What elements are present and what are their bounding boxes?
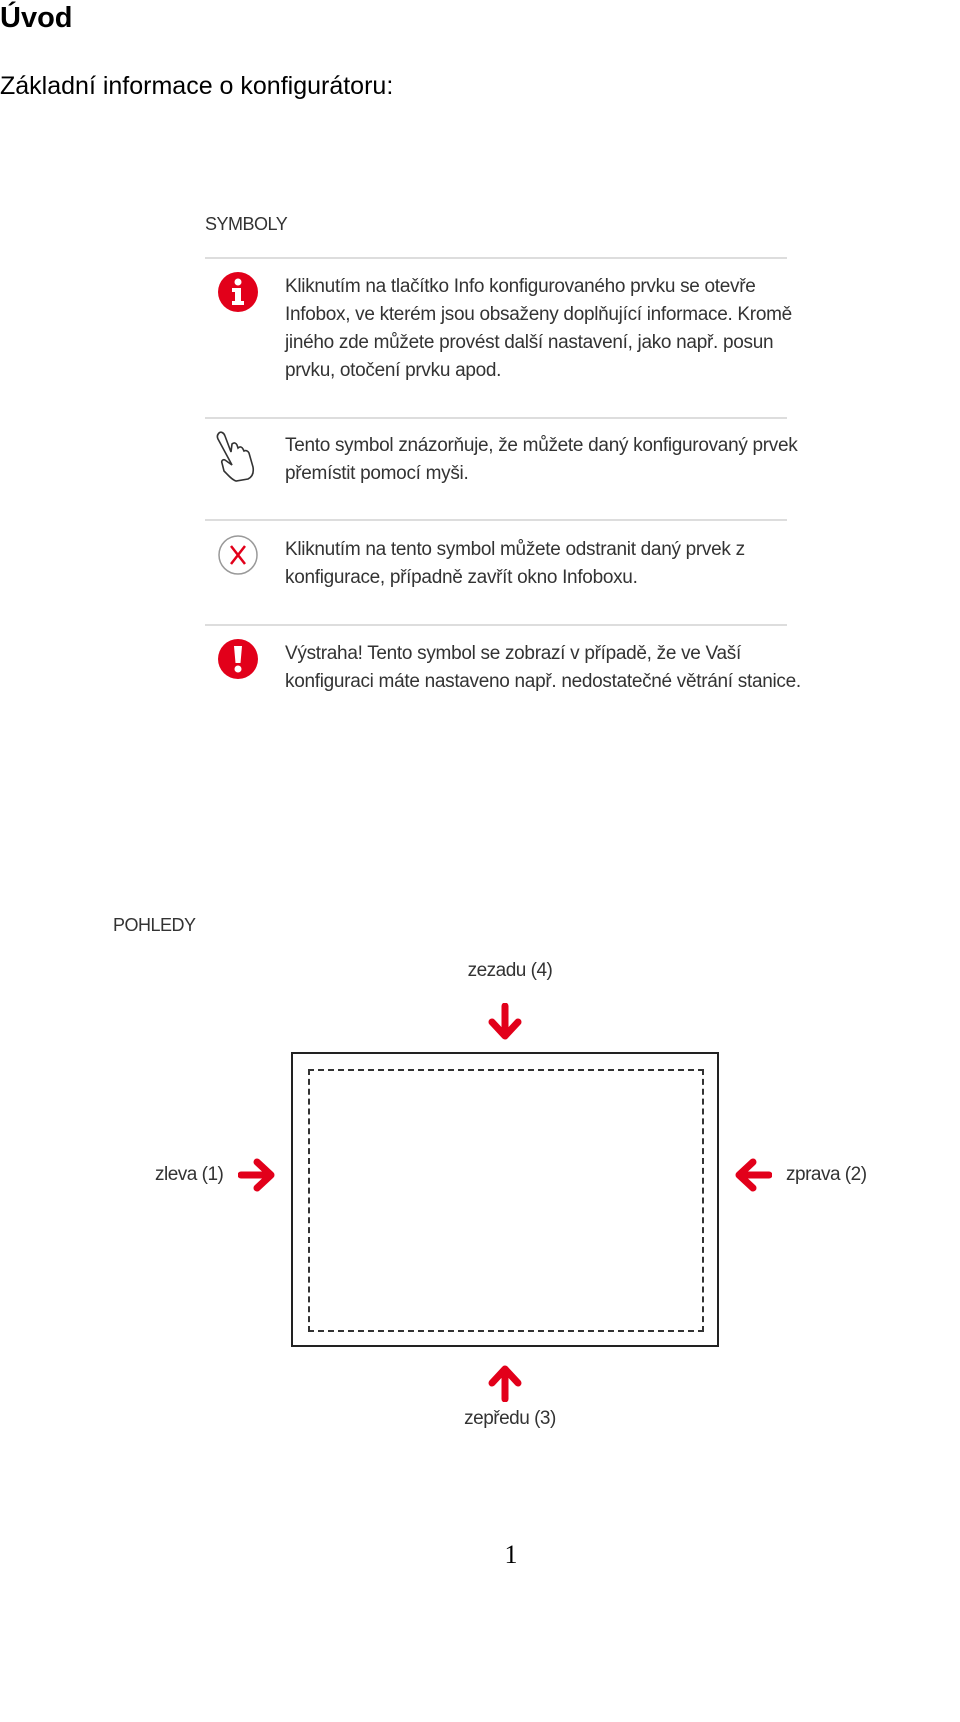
symbol-description: Výstraha! Tento symbol se zobrazí v případě, že ve Vaší konfiguraci máte nastaveno např. nedostatečné větrání stanice. xyxy=(285,643,801,692)
divider xyxy=(205,519,787,521)
page-number: 1 xyxy=(504,1540,518,1569)
arrow-up-icon xyxy=(486,1364,524,1402)
symbols-heading: SYMBOLY xyxy=(205,214,288,234)
views-heading: POHLEDY xyxy=(113,915,196,935)
symbol-description: Kliknutím na tlačítko Info konfigurovaného prvku se otevře Infobox, ve kterém jsou obsaženy doplňující informace. Kromě jiného zde můžete provést další nastavení, jako např. posun prvku, otočení prvku apod. xyxy=(285,276,792,381)
label-right: zprava (2) xyxy=(786,1164,867,1185)
label-left: zleva (1) xyxy=(155,1164,224,1185)
arrow-right-icon xyxy=(238,1156,276,1194)
station-inner-outline xyxy=(308,1069,704,1332)
page-title: Úvod xyxy=(0,2,73,34)
label-back: zezadu (4) xyxy=(467,960,553,981)
divider xyxy=(205,624,787,626)
info-icon xyxy=(217,271,259,313)
hand-pointer-icon xyxy=(215,430,261,482)
divider xyxy=(205,417,787,419)
arrow-down-icon xyxy=(486,1003,524,1041)
warning-icon xyxy=(217,638,259,680)
close-icon xyxy=(217,534,259,576)
intro-text: Základní informace o konfigurátoru: xyxy=(0,72,394,100)
label-front: zepředu (3) xyxy=(464,1408,556,1429)
arrow-left-icon xyxy=(734,1156,772,1194)
symbol-description: Tento symbol znázorňuje, že můžete daný konfigurovaný prvek přemístit pomocí myši. xyxy=(285,435,798,484)
symbol-description: Kliknutím na tento symbol můžete odstranit daný prvek z konfigurace, případně zavřít okno Infoboxu. xyxy=(285,539,745,588)
divider xyxy=(205,257,787,259)
